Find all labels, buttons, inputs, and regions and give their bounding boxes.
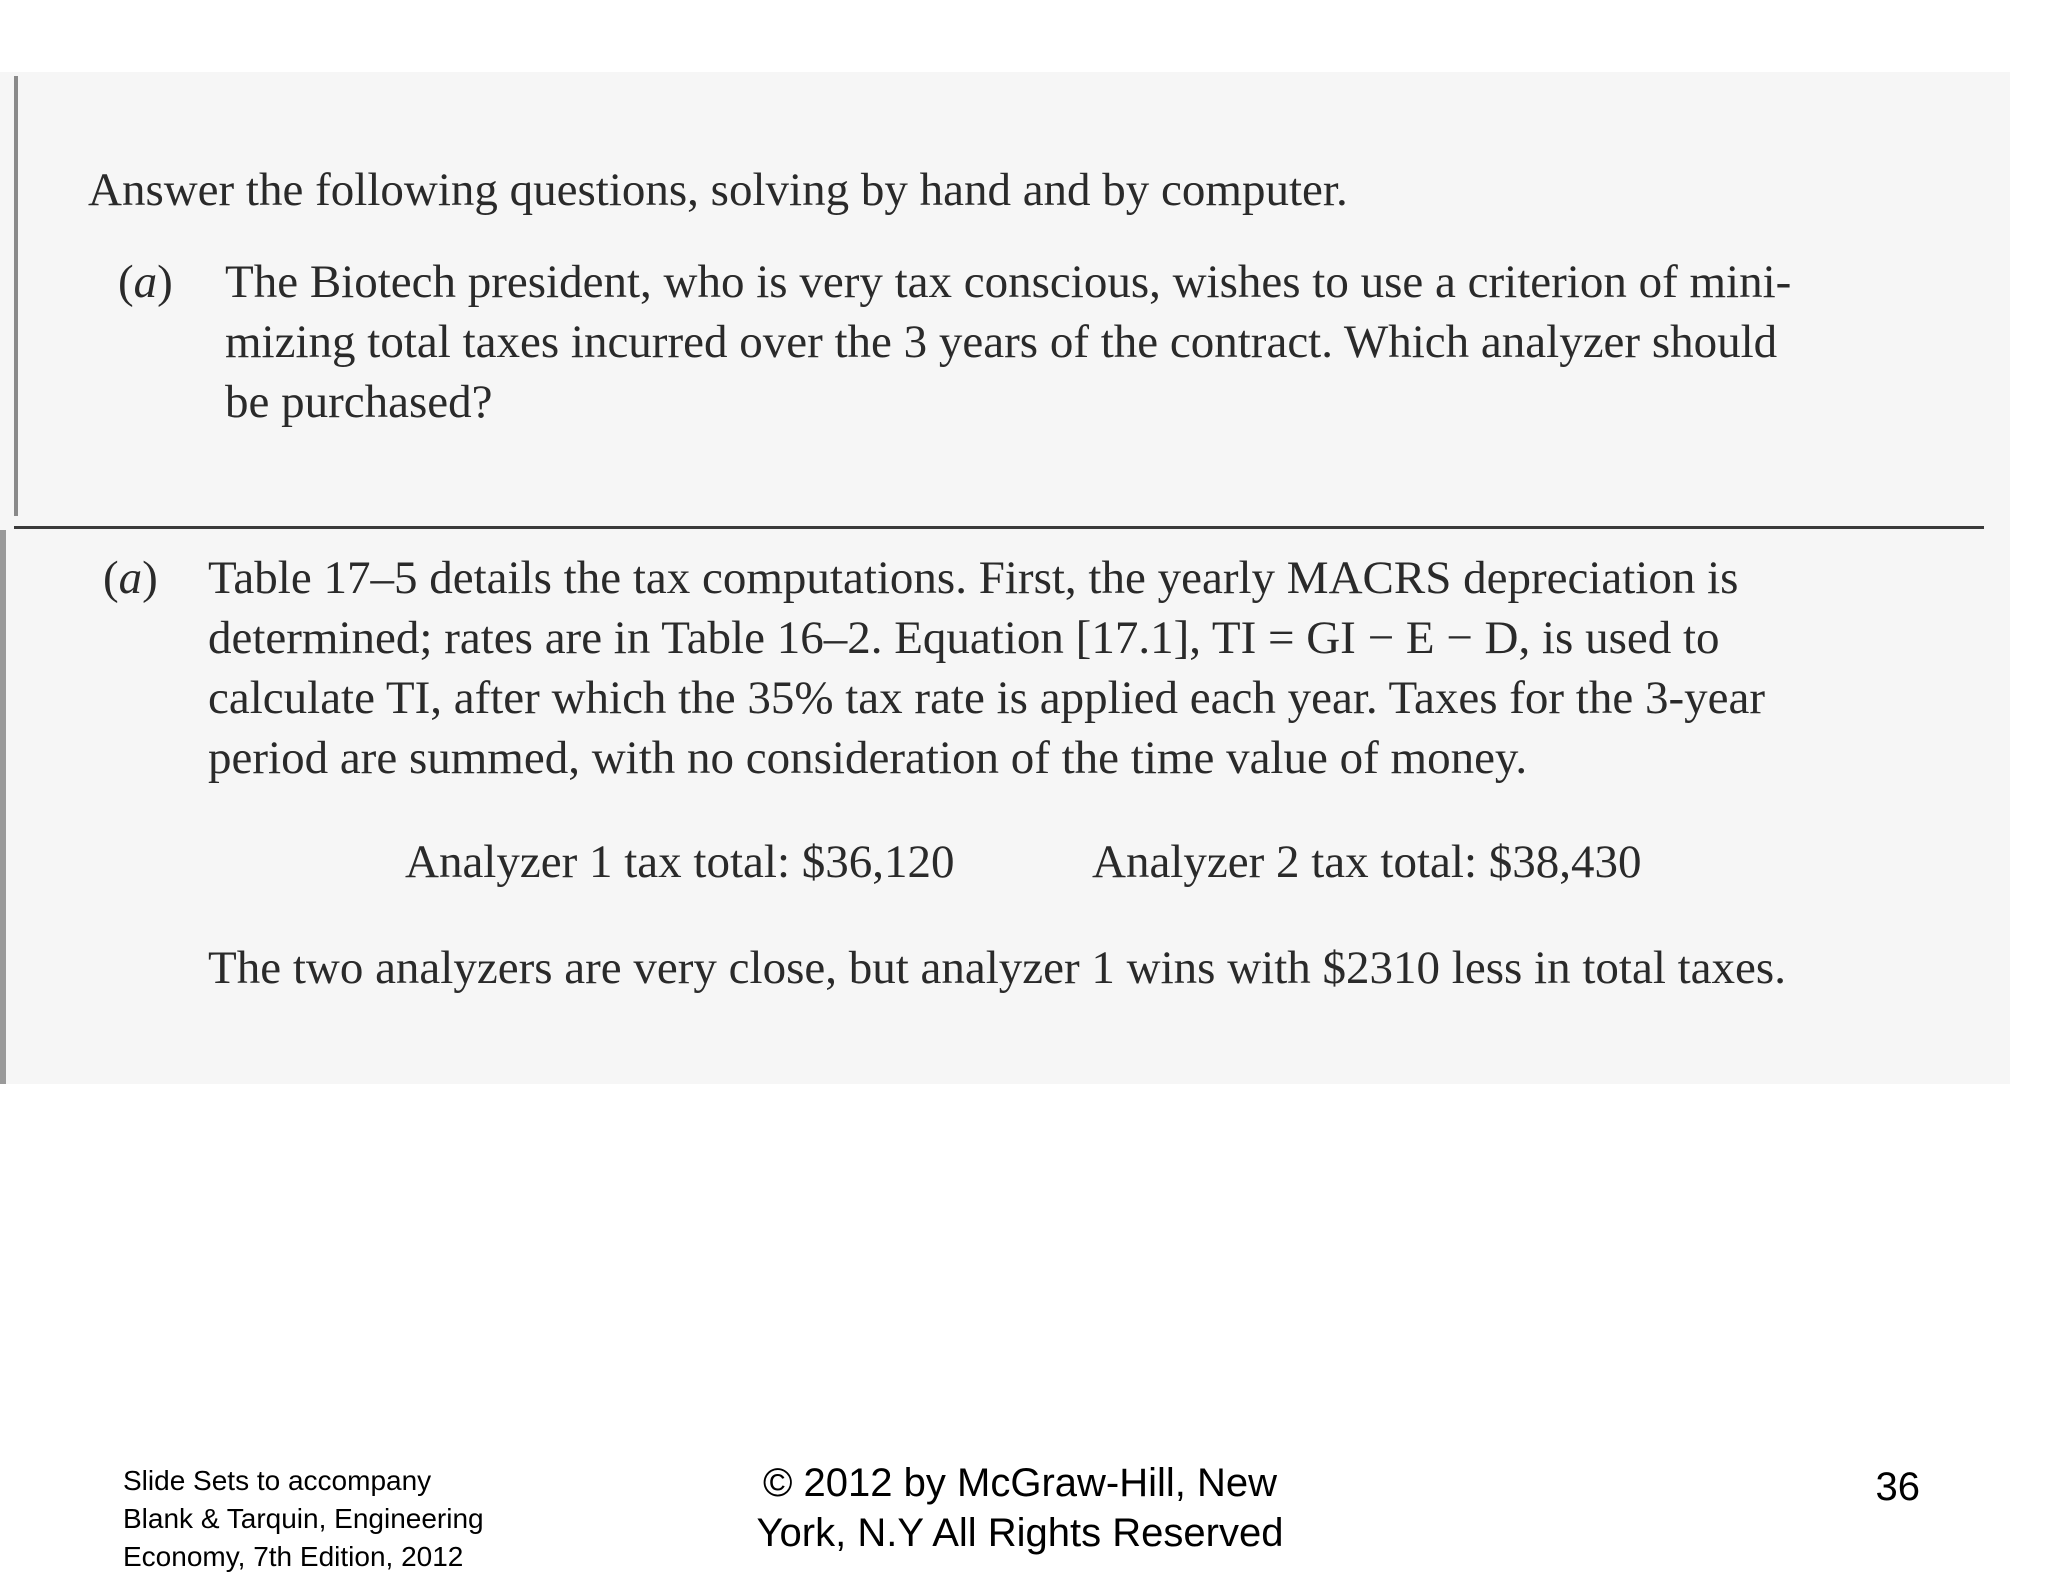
question-line: The Biotech president, who is very tax conscious, wishes to use a criterion of mini-	[225, 256, 1792, 308]
footer-source-line: Blank & Tarquin, Engineering	[123, 1503, 484, 1534]
scan-edge	[0, 530, 6, 1084]
footer-copyright-line: © 2012 by McGraw-Hill, New	[762, 1461, 1278, 1505]
footer-source	[123, 1462, 583, 1576]
question-part-letter: a	[133, 256, 158, 308]
footer-copyright	[730, 1458, 1310, 1558]
solution-part-letter: a	[118, 552, 143, 604]
footer-source-line: Slide Sets to accompany	[123, 1465, 432, 1496]
scan-edge	[14, 76, 18, 516]
solution-conclusion: The two analyzers are very close, but analyzer 1 wins with $2310 less in total taxes.	[208, 942, 1786, 994]
solution-line: period are summed, with no consideration of the time value of money.	[208, 732, 1528, 784]
question-line: be purchased?	[225, 376, 493, 428]
footer-copyright-line: York, N.Y All Rights Reserved	[756, 1511, 1284, 1555]
page-number: 36	[1875, 1465, 1920, 1509]
question-line: mizing total taxes incurred over the 3 years of the contract. Which analyzer should	[225, 316, 1778, 368]
section-divider	[14, 526, 1984, 529]
question-part-label: (a)	[118, 256, 173, 308]
analyzer-2-total: Analyzer 2 tax total: $38,430	[1092, 836, 1642, 888]
solution-line: Table 17–5 details the tax computations. First, the yearly MACRS depreciation is	[208, 552, 1739, 604]
solution-line: determined; rates are in Table 16–2. Equation [17.1], TI = GI − E − D, is used to	[208, 612, 1720, 664]
solution-line: calculate TI, after which the 35% tax rate is applied each year. Taxes for the 3-year	[208, 672, 1765, 724]
analyzer-1-total: Analyzer 1 tax total: $36,120	[405, 836, 955, 888]
question-intro: Answer the following questions, solving by hand and by computer.	[88, 164, 1348, 216]
solution-part-label: (a)	[103, 552, 158, 604]
footer-source-line: Economy, 7th Edition, 2012	[123, 1541, 464, 1572]
